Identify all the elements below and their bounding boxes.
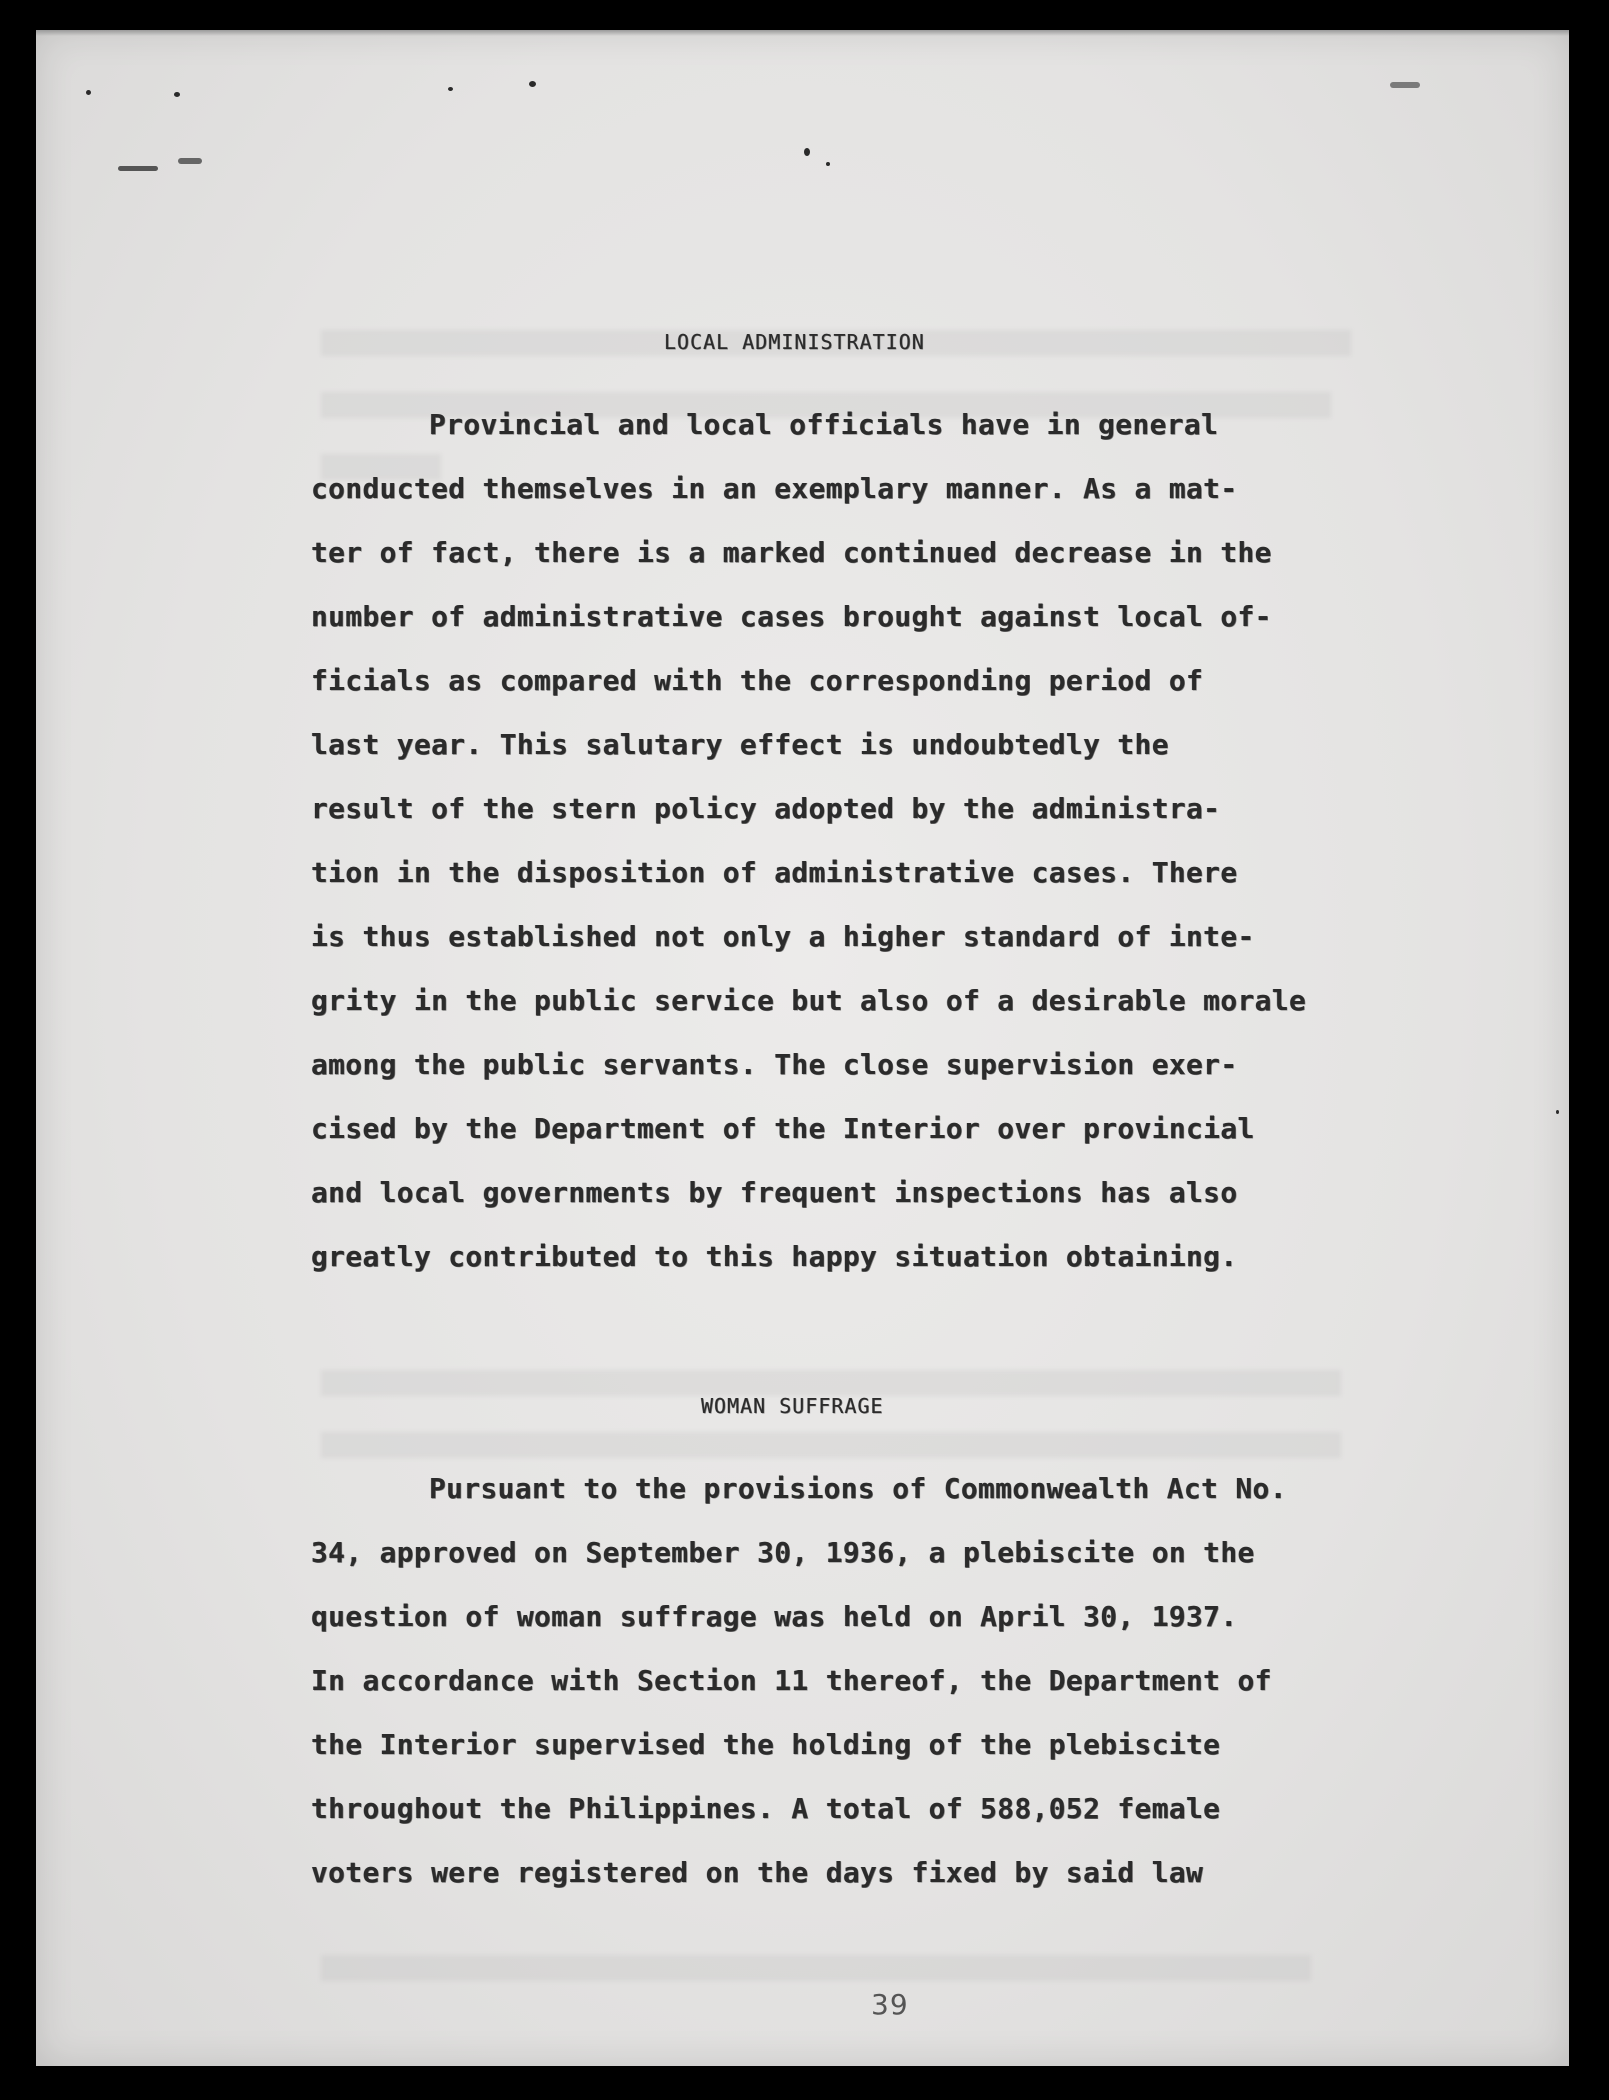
bleed-through-mark xyxy=(321,1432,1341,1458)
scan-speck xyxy=(1390,82,1420,88)
paragraph-line: cised by the Department of the Interior over provincial xyxy=(311,1112,1255,1145)
paragraph-line: 34, approved on September 30, 1936, a plebiscite on the xyxy=(311,1536,1255,1569)
paragraph-line: throughout the Philippines. A total of 588,052 female xyxy=(311,1792,1221,1825)
paragraph-line: Provincial and local officials have in general xyxy=(429,408,1219,441)
paragraph-line: ficials as compared with the corresponding period of xyxy=(311,664,1204,697)
scan-speck xyxy=(529,81,536,87)
paragraph-line: tion in the disposition of administrative cases. There xyxy=(311,856,1238,889)
bleed-through-mark xyxy=(321,1955,1311,1981)
section-heading-woman-suffrage: WOMAN SUFFRAGE xyxy=(701,1394,884,1418)
paragraph-line: In accordance with Section 11 thereof, the Department of xyxy=(311,1664,1272,1697)
paragraph-line: voters were registered on the days fixed by said law xyxy=(311,1856,1204,1889)
scan-speck xyxy=(118,166,158,171)
section-heading-local-administration: LOCAL ADMINISTRATION xyxy=(664,330,925,354)
scan-speck xyxy=(804,148,810,156)
scan-speck xyxy=(448,87,453,91)
paragraph-line: conducted themselves in an exemplary manner. As a mat- xyxy=(311,472,1238,505)
scan-speck xyxy=(178,158,202,164)
paragraph-line: and local governments by frequent inspections has also xyxy=(311,1176,1238,1209)
paragraph-line: among the public servants. The close supervision exer- xyxy=(311,1048,1238,1081)
paragraph-line: the Interior supervised the holding of the plebiscite xyxy=(311,1728,1221,1761)
scan-speck xyxy=(826,162,830,166)
paragraph-line: question of woman suffrage was held on April 30, 1937. xyxy=(311,1600,1238,1633)
page-top-edge xyxy=(36,30,1569,36)
paragraph-line: grity in the public service but also of a desirable morale xyxy=(311,984,1307,1017)
page-number: 39 xyxy=(871,1988,909,2021)
document-page xyxy=(36,30,1569,2066)
paragraph-line: Pursuant to the provisions of Commonwealth Act No. xyxy=(429,1472,1287,1505)
scan-speck xyxy=(1556,1110,1559,1114)
bleed-through-mark xyxy=(321,1370,1341,1396)
scan-speck xyxy=(86,90,91,95)
paragraph-line: last year. This salutary effect is undoubtedly the xyxy=(311,728,1169,761)
scan-speck xyxy=(174,92,180,97)
paragraph-line: greatly contributed to this happy situation obtaining. xyxy=(311,1240,1238,1273)
paragraph-line: is thus established not only a higher standard of inte- xyxy=(311,920,1255,953)
paragraph-line: result of the stern policy adopted by the administra- xyxy=(311,792,1221,825)
paragraph-line: number of administrative cases brought against local of- xyxy=(311,600,1272,633)
paragraph-line: ter of fact, there is a marked continued decrease in the xyxy=(311,536,1272,569)
